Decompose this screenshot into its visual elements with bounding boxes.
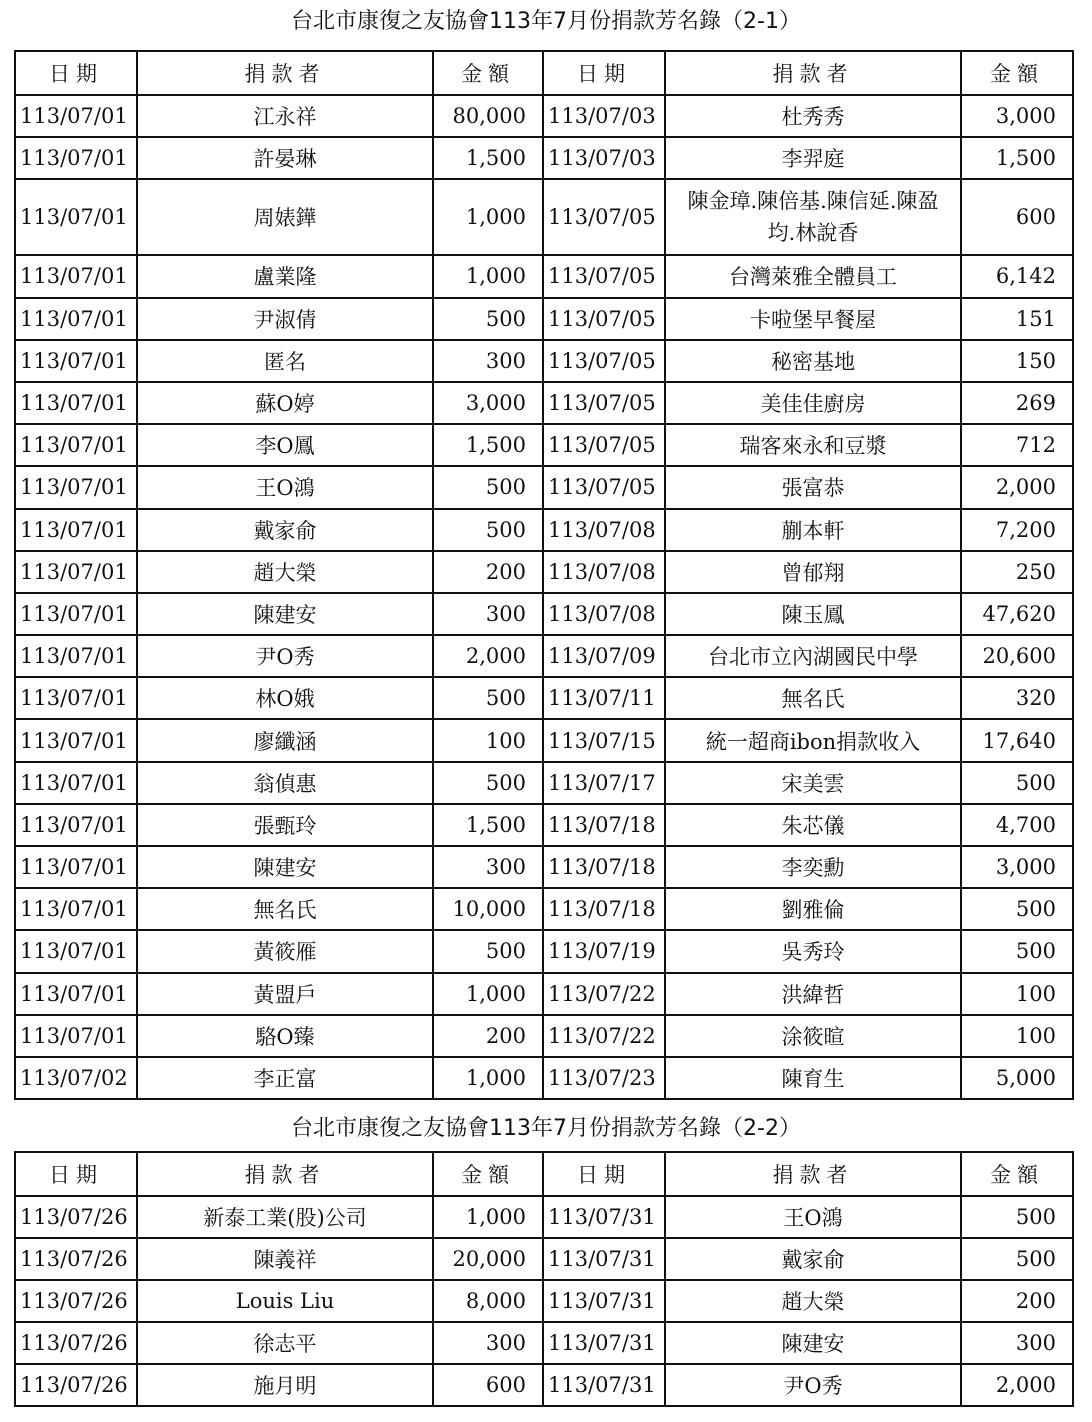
- donor-cell: Louis Liu: [137, 1280, 433, 1322]
- donor-cell: 戴家俞: [137, 509, 433, 551]
- donor-cell: 秘密基地: [665, 340, 961, 382]
- date-cell: 113/07/15: [543, 719, 665, 761]
- donor-cell: 張甄玲: [137, 804, 433, 846]
- header-row: [15, 51, 1073, 95]
- table-row: [15, 179, 1073, 255]
- date-cell: 113/07/01: [15, 509, 137, 551]
- table-row: [15, 593, 1073, 635]
- donor-cell: 劉雅倫: [665, 888, 961, 930]
- date-cell: 113/07/01: [15, 677, 137, 719]
- donor-cell: 宋美雲: [665, 762, 961, 804]
- amount-cell: 10,000: [433, 888, 543, 930]
- donor-cell: 廖纖涵: [137, 719, 433, 761]
- date-cell: 113/07/01: [15, 551, 137, 593]
- date-cell: 113/07/22: [543, 973, 665, 1015]
- amount-cell: 500: [433, 677, 543, 719]
- amount-cell: 200: [961, 1280, 1073, 1322]
- amount-cell: 150: [961, 340, 1073, 382]
- donor-cell: 李奕勳: [665, 846, 961, 888]
- table-row: [15, 1280, 1073, 1322]
- date-cell: 113/07/26: [15, 1196, 137, 1238]
- header-date: 日期: [543, 51, 665, 95]
- table-1-title: 台北市康復之友協會113年7月份捐款芳名錄（2-1）: [291, 9, 801, 34]
- date-cell: 113/07/08: [543, 551, 665, 593]
- date-cell: 113/07/22: [543, 1015, 665, 1057]
- header-donor: 捐款者: [137, 51, 433, 95]
- header-donor: 捐款者: [665, 1152, 961, 1196]
- amount-cell: 500: [961, 1238, 1073, 1280]
- header-amount: 金額: [961, 1152, 1073, 1196]
- amount-cell: 300: [433, 593, 543, 635]
- donor-cell: 張富恭: [665, 466, 961, 508]
- header-date: 日期: [15, 51, 137, 95]
- donor-cell: 林O娥: [137, 677, 433, 719]
- date-cell: 113/07/01: [15, 340, 137, 382]
- table-row: [15, 1057, 1073, 1099]
- date-cell: 113/07/05: [543, 298, 665, 340]
- donor-cell: 朱芯儀: [665, 804, 961, 846]
- donor-cell: 陳玉鳳: [665, 593, 961, 635]
- amount-cell: 500: [433, 762, 543, 804]
- donor-cell: 陳義祥: [137, 1238, 433, 1280]
- amount-cell: 500: [961, 1196, 1073, 1238]
- table-row: [15, 466, 1073, 508]
- amount-cell: 100: [961, 1015, 1073, 1057]
- date-cell: 113/07/19: [543, 930, 665, 972]
- amount-cell: 17,640: [961, 719, 1073, 761]
- amount-cell: 300: [433, 846, 543, 888]
- table-row: [15, 719, 1073, 761]
- table-row: [15, 340, 1073, 382]
- donor-cell: 台北市立內湖國民中學: [665, 635, 961, 677]
- date-cell: 113/07/01: [15, 179, 137, 255]
- date-cell: 113/07/08: [543, 593, 665, 635]
- amount-cell: 20,600: [961, 635, 1073, 677]
- date-cell: 113/07/01: [15, 888, 137, 930]
- donor-cell: 江永祥: [137, 95, 433, 137]
- date-cell: 113/07/01: [15, 95, 137, 137]
- amount-cell: 8,000: [433, 1280, 543, 1322]
- table-row: [15, 137, 1073, 179]
- donor-cell: 李羿庭: [665, 137, 961, 179]
- date-cell: 113/07/31: [543, 1238, 665, 1280]
- date-cell: 113/07/05: [543, 466, 665, 508]
- amount-cell: 320: [961, 677, 1073, 719]
- donor-cell: 王O鴻: [137, 466, 433, 508]
- date-cell: 113/07/31: [543, 1280, 665, 1322]
- donor-cell: 王O鴻: [665, 1196, 961, 1238]
- amount-cell: 1,000: [433, 255, 543, 297]
- donor-cell: 徐志平: [137, 1322, 433, 1364]
- table-row: [15, 1364, 1073, 1406]
- date-cell: 113/07/01: [15, 298, 137, 340]
- header-donor: 捐款者: [137, 1152, 433, 1196]
- table-row: [15, 551, 1073, 593]
- header-row: [15, 1152, 1073, 1196]
- amount-cell: 4,700: [961, 804, 1073, 846]
- header-date: 日期: [15, 1152, 137, 1196]
- donor-cell: 趙大榮: [665, 1280, 961, 1322]
- donor-cell: 翁偵惠: [137, 762, 433, 804]
- date-cell: 113/07/26: [15, 1364, 137, 1406]
- donor-cell: 盧業隆: [137, 255, 433, 297]
- table-row: [15, 888, 1073, 930]
- donor-cell: 陳建安: [137, 846, 433, 888]
- amount-cell: 1,500: [433, 137, 543, 179]
- table-row: [15, 930, 1073, 972]
- donor-cell: 美佳佳廚房: [665, 382, 961, 424]
- amount-cell: 7,200: [961, 509, 1073, 551]
- table-row: [15, 382, 1073, 424]
- amount-cell: 1,000: [433, 973, 543, 1015]
- header-donor: 捐款者: [665, 51, 961, 95]
- date-cell: 113/07/05: [543, 255, 665, 297]
- amount-cell: 712: [961, 424, 1073, 466]
- date-cell: 113/07/05: [543, 340, 665, 382]
- donor-cell: 尹O秀: [137, 635, 433, 677]
- donor-cell: 洪緯哲: [665, 973, 961, 1015]
- amount-cell: 300: [433, 340, 543, 382]
- table-row: [15, 1196, 1073, 1238]
- amount-cell: 20,000: [433, 1238, 543, 1280]
- amount-cell: 269: [961, 382, 1073, 424]
- header-amount: 金額: [433, 1152, 543, 1196]
- date-cell: 113/07/26: [15, 1238, 137, 1280]
- donor-cell: 許晏琳: [137, 137, 433, 179]
- amount-cell: 1,500: [433, 804, 543, 846]
- donor-cell: 戴家俞: [665, 1238, 961, 1280]
- date-cell: 113/07/01: [15, 719, 137, 761]
- date-cell: 113/07/08: [543, 509, 665, 551]
- amount-cell: 80,000: [433, 95, 543, 137]
- table-row: [15, 973, 1073, 1015]
- amount-cell: 300: [433, 1322, 543, 1364]
- donor-cell: 台灣萊雅全體員工: [665, 255, 961, 297]
- donor-cell: 杜秀秀: [665, 95, 961, 137]
- date-cell: 113/07/01: [15, 593, 137, 635]
- amount-cell: 1,500: [961, 137, 1073, 179]
- amount-cell: 1,500: [433, 424, 543, 466]
- table-row: [15, 424, 1073, 466]
- date-cell: 113/07/11: [543, 677, 665, 719]
- table-row: [15, 1238, 1073, 1280]
- donor-cell: 統一超商ibon捐款收入: [665, 719, 961, 761]
- amount-cell: 2,000: [961, 1364, 1073, 1406]
- amount-cell: 1,000: [433, 1196, 543, 1238]
- amount-cell: 200: [433, 551, 543, 593]
- donor-cell: 黃盟戶: [137, 973, 433, 1015]
- donor-cell: 涂筱暄: [665, 1015, 961, 1057]
- date-cell: 113/07/31: [543, 1196, 665, 1238]
- donor-cell: 陳金璋.陳倍基.陳信延.陳盈均.林說香: [665, 179, 961, 255]
- table-row: [15, 762, 1073, 804]
- donor-cell: 匿名: [137, 340, 433, 382]
- date-cell: 113/07/01: [15, 635, 137, 677]
- date-cell: 113/07/18: [543, 888, 665, 930]
- date-cell: 113/07/09: [543, 635, 665, 677]
- date-cell: 113/07/01: [15, 846, 137, 888]
- donor-cell: 無名氏: [665, 677, 961, 719]
- donor-cell: 蒯本軒: [665, 509, 961, 551]
- table-row: [15, 1015, 1073, 1057]
- donor-cell: 趙大榮: [137, 551, 433, 593]
- amount-cell: 250: [961, 551, 1073, 593]
- donor-cell: 蘇O婷: [137, 382, 433, 424]
- amount-cell: 500: [433, 509, 543, 551]
- date-cell: 113/07/01: [15, 382, 137, 424]
- amount-cell: 300: [961, 1322, 1073, 1364]
- date-cell: 113/07/05: [543, 179, 665, 255]
- donor-cell: 駱O臻: [137, 1015, 433, 1057]
- amount-cell: 1,000: [433, 1057, 543, 1099]
- amount-cell: 151: [961, 298, 1073, 340]
- amount-cell: 47,620: [961, 593, 1073, 635]
- donor-cell: 施月明: [137, 1364, 433, 1406]
- amount-cell: 6,142: [961, 255, 1073, 297]
- amount-cell: 3,000: [961, 846, 1073, 888]
- table-row: [15, 677, 1073, 719]
- amount-cell: 500: [433, 930, 543, 972]
- date-cell: 113/07/23: [543, 1057, 665, 1099]
- date-cell: 113/07/02: [15, 1057, 137, 1099]
- table-row: [15, 255, 1073, 297]
- donation-table-part-2: [14, 1151, 1074, 1407]
- amount-cell: 200: [433, 1015, 543, 1057]
- date-cell: 113/07/31: [543, 1322, 665, 1364]
- table-row: [15, 635, 1073, 677]
- donor-cell: 尹O秀: [665, 1364, 961, 1406]
- table-2-title: 台北市康復之友協會113年7月份捐款芳名錄（2-2）: [291, 1116, 801, 1141]
- date-cell: 113/07/26: [15, 1322, 137, 1364]
- donor-cell: 周婊鏵: [137, 179, 433, 255]
- amount-cell: 3,000: [433, 382, 543, 424]
- donor-cell: 瑞客來永和豆漿: [665, 424, 961, 466]
- date-cell: 113/07/01: [15, 137, 137, 179]
- date-cell: 113/07/18: [543, 804, 665, 846]
- donor-cell: 吳秀玲: [665, 930, 961, 972]
- donor-cell: 陳建安: [665, 1322, 961, 1364]
- amount-cell: 500: [961, 888, 1073, 930]
- date-cell: 113/07/01: [15, 1015, 137, 1057]
- date-cell: 113/07/01: [15, 973, 137, 1015]
- date-cell: 113/07/01: [15, 255, 137, 297]
- table-row: [15, 509, 1073, 551]
- amount-cell: 2,000: [433, 635, 543, 677]
- amount-cell: 500: [433, 466, 543, 508]
- header-date: 日期: [543, 1152, 665, 1196]
- date-cell: 113/07/18: [543, 846, 665, 888]
- date-cell: 113/07/01: [15, 930, 137, 972]
- date-cell: 113/07/05: [543, 382, 665, 424]
- table-row: [15, 804, 1073, 846]
- table-row: [15, 1322, 1073, 1364]
- date-cell: 113/07/03: [543, 95, 665, 137]
- date-cell: 113/07/17: [543, 762, 665, 804]
- amount-cell: 100: [961, 973, 1073, 1015]
- donor-cell: 陳育生: [665, 1057, 961, 1099]
- date-cell: 113/07/31: [543, 1364, 665, 1406]
- date-cell: 113/07/01: [15, 466, 137, 508]
- date-cell: 113/07/26: [15, 1280, 137, 1322]
- donor-cell: 陳建安: [137, 593, 433, 635]
- donor-cell: 尹淑倩: [137, 298, 433, 340]
- donor-cell: 李正富: [137, 1057, 433, 1099]
- donor-cell: 李O鳳: [137, 424, 433, 466]
- amount-cell: 1,000: [433, 179, 543, 255]
- amount-cell: 5,000: [961, 1057, 1073, 1099]
- amount-cell: 500: [961, 762, 1073, 804]
- amount-cell: 100: [433, 719, 543, 761]
- header-amount: 金額: [961, 51, 1073, 95]
- donor-cell: 卡啦堡早餐屋: [665, 298, 961, 340]
- donor-cell: 黃筱雁: [137, 930, 433, 972]
- table-row: [15, 298, 1073, 340]
- date-cell: 113/07/01: [15, 762, 137, 804]
- amount-cell: 500: [433, 298, 543, 340]
- table-row: [15, 846, 1073, 888]
- amount-cell: 2,000: [961, 466, 1073, 508]
- amount-cell: 600: [433, 1364, 543, 1406]
- amount-cell: 3,000: [961, 95, 1073, 137]
- table-row: [15, 95, 1073, 137]
- donor-cell: 新泰工業(股)公司: [137, 1196, 433, 1238]
- date-cell: 113/07/01: [15, 804, 137, 846]
- date-cell: 113/07/01: [15, 424, 137, 466]
- amount-cell: 600: [961, 179, 1073, 255]
- donation-table-part-1: [14, 50, 1074, 1100]
- donor-cell: 無名氏: [137, 888, 433, 930]
- amount-cell: 500: [961, 930, 1073, 972]
- date-cell: 113/07/03: [543, 137, 665, 179]
- date-cell: 113/07/05: [543, 424, 665, 466]
- donor-cell: 曾郁翔: [665, 551, 961, 593]
- header-amount: 金額: [433, 51, 543, 95]
